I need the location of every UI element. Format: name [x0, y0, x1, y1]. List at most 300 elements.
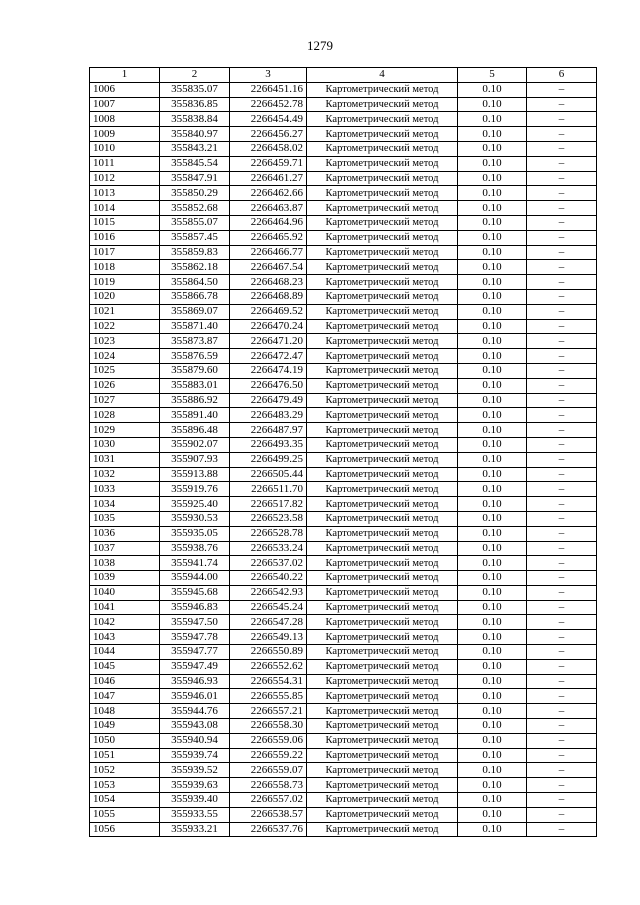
- cell-method: Картометрический метод: [307, 674, 458, 689]
- cell-y-coordinate: 2266537.76: [230, 822, 307, 837]
- table-row: [90, 778, 597, 793]
- cell-y-coordinate: 2266479.49: [230, 393, 307, 408]
- cell-note: –: [527, 97, 597, 112]
- cell-point-number: 1016: [90, 230, 160, 245]
- cell-method: Картометрический метод: [307, 556, 458, 571]
- cell-x-coordinate: 355947.77: [160, 645, 230, 660]
- cell-note: –: [527, 363, 597, 378]
- cell-note: –: [527, 541, 597, 556]
- table-row: [90, 245, 597, 260]
- cell-note: –: [527, 156, 597, 171]
- cell-point-number: 1040: [90, 585, 160, 600]
- cell-x-coordinate: 355944.00: [160, 571, 230, 586]
- cell-note: –: [527, 215, 597, 230]
- cell-point-number: 1037: [90, 541, 160, 556]
- cell-x-coordinate: 355873.87: [160, 334, 230, 349]
- cell-x-coordinate: 355845.54: [160, 156, 230, 171]
- cell-point-number: 1007: [90, 97, 160, 112]
- cell-accuracy: 0.10: [458, 186, 527, 201]
- cell-point-number: 1013: [90, 186, 160, 201]
- cell-note: –: [527, 186, 597, 201]
- cell-accuracy: 0.10: [458, 511, 527, 526]
- cell-point-number: 1031: [90, 452, 160, 467]
- cell-note: –: [527, 112, 597, 127]
- cell-point-number: 1019: [90, 275, 160, 290]
- cell-method: Картометрический метод: [307, 97, 458, 112]
- cell-x-coordinate: 355883.01: [160, 378, 230, 393]
- cell-y-coordinate: 2266511.70: [230, 482, 307, 497]
- cell-method: Картометрический метод: [307, 127, 458, 142]
- cell-x-coordinate: 355939.52: [160, 763, 230, 778]
- cell-point-number: 1011: [90, 156, 160, 171]
- cell-accuracy: 0.10: [458, 275, 527, 290]
- cell-method: Картометрический метод: [307, 452, 458, 467]
- cell-accuracy: 0.10: [458, 615, 527, 630]
- cell-accuracy: 0.10: [458, 363, 527, 378]
- cell-accuracy: 0.10: [458, 689, 527, 704]
- cell-method: Картометрический метод: [307, 585, 458, 600]
- table-row: [90, 556, 597, 571]
- page-number: 1279: [307, 38, 333, 53]
- table-header: [90, 68, 597, 83]
- cell-accuracy: 0.10: [458, 97, 527, 112]
- cell-accuracy: 0.10: [458, 822, 527, 837]
- cell-point-number: 1027: [90, 393, 160, 408]
- cell-accuracy: 0.10: [458, 748, 527, 763]
- cell-y-coordinate: 2266476.50: [230, 378, 307, 393]
- cell-method: Картометрический метод: [307, 659, 458, 674]
- cell-note: –: [527, 82, 597, 97]
- cell-x-coordinate: 355847.91: [160, 171, 230, 186]
- cell-x-coordinate: 355933.55: [160, 807, 230, 822]
- cell-accuracy: 0.10: [458, 600, 527, 615]
- cell-y-coordinate: 2266493.35: [230, 437, 307, 452]
- cell-note: –: [527, 674, 597, 689]
- cell-accuracy: 0.10: [458, 437, 527, 452]
- cell-point-number: 1032: [90, 467, 160, 482]
- coordinates-table: [89, 67, 597, 837]
- cell-accuracy: 0.10: [458, 645, 527, 660]
- cell-point-number: 1009: [90, 127, 160, 142]
- cell-accuracy: 0.10: [458, 319, 527, 334]
- cell-point-number: 1015: [90, 215, 160, 230]
- cell-x-coordinate: 355933.21: [160, 822, 230, 837]
- table-row: [90, 630, 597, 645]
- cell-y-coordinate: 2266557.21: [230, 704, 307, 719]
- cell-y-coordinate: 2266487.97: [230, 423, 307, 438]
- cell-x-coordinate: 355946.01: [160, 689, 230, 704]
- cell-note: –: [527, 497, 597, 512]
- table-row: [90, 423, 597, 438]
- cell-point-number: 1038: [90, 556, 160, 571]
- cell-method: Картометрический метод: [307, 645, 458, 660]
- cell-note: –: [527, 201, 597, 216]
- table-row: [90, 733, 597, 748]
- cell-note: –: [527, 556, 597, 571]
- cell-y-coordinate: 2266470.24: [230, 319, 307, 334]
- cell-note: –: [527, 511, 597, 526]
- cell-y-coordinate: 2266466.77: [230, 245, 307, 260]
- cell-y-coordinate: 2266545.24: [230, 600, 307, 615]
- table-row: [90, 230, 597, 245]
- table-row: [90, 704, 597, 719]
- cell-y-coordinate: 2266464.96: [230, 215, 307, 230]
- cell-point-number: 1053: [90, 778, 160, 793]
- table-row: [90, 645, 597, 660]
- cell-point-number: 1024: [90, 349, 160, 364]
- cell-x-coordinate: 355913.88: [160, 467, 230, 482]
- cell-x-coordinate: 355886.92: [160, 393, 230, 408]
- cell-x-coordinate: 355943.08: [160, 719, 230, 734]
- cell-method: Картометрический метод: [307, 541, 458, 556]
- table-row: [90, 349, 597, 364]
- cell-method: Картометрический метод: [307, 245, 458, 260]
- cell-method: Картометрический метод: [307, 112, 458, 127]
- table-row: [90, 674, 597, 689]
- cell-y-coordinate: 2266538.57: [230, 807, 307, 822]
- cell-y-coordinate: 2266463.87: [230, 201, 307, 216]
- cell-x-coordinate: 355947.50: [160, 615, 230, 630]
- cell-y-coordinate: 2266465.92: [230, 230, 307, 245]
- table-row: [90, 127, 597, 142]
- cell-accuracy: 0.10: [458, 659, 527, 674]
- table-row: [90, 807, 597, 822]
- cell-y-coordinate: 2266474.19: [230, 363, 307, 378]
- cell-x-coordinate: 355859.83: [160, 245, 230, 260]
- cell-y-coordinate: 2266554.31: [230, 674, 307, 689]
- cell-note: –: [527, 719, 597, 734]
- table-row: [90, 378, 597, 393]
- cell-y-coordinate: 2266483.29: [230, 408, 307, 423]
- cell-note: –: [527, 778, 597, 793]
- cell-point-number: 1034: [90, 497, 160, 512]
- cell-method: Картометрический метод: [307, 748, 458, 763]
- cell-point-number: 1006: [90, 82, 160, 97]
- cell-point-number: 1020: [90, 289, 160, 304]
- cell-y-coordinate: 2266462.66: [230, 186, 307, 201]
- cell-y-coordinate: 2266550.89: [230, 645, 307, 660]
- table-row: [90, 659, 597, 674]
- cell-y-coordinate: 2266559.06: [230, 733, 307, 748]
- table-row: [90, 97, 597, 112]
- table-row: [90, 393, 597, 408]
- table-row: [90, 112, 597, 127]
- cell-note: –: [527, 127, 597, 142]
- cell-x-coordinate: 355902.07: [160, 437, 230, 452]
- cell-x-coordinate: 355935.05: [160, 526, 230, 541]
- cell-point-number: 1050: [90, 733, 160, 748]
- cell-x-coordinate: 355835.07: [160, 82, 230, 97]
- cell-note: –: [527, 141, 597, 156]
- table-row: [90, 452, 597, 467]
- cell-method: Картометрический метод: [307, 186, 458, 201]
- cell-y-coordinate: 2266517.82: [230, 497, 307, 512]
- cell-method: Картометрический метод: [307, 807, 458, 822]
- cell-y-coordinate: 2266471.20: [230, 334, 307, 349]
- cell-accuracy: 0.10: [458, 630, 527, 645]
- cell-point-number: 1012: [90, 171, 160, 186]
- cell-method: Картометрический метод: [307, 511, 458, 526]
- cell-x-coordinate: 355871.40: [160, 319, 230, 334]
- cell-y-coordinate: 2266467.54: [230, 260, 307, 275]
- cell-method: Картометрический метод: [307, 630, 458, 645]
- cell-y-coordinate: 2266456.27: [230, 127, 307, 142]
- cell-point-number: 1026: [90, 378, 160, 393]
- cell-x-coordinate: 355879.60: [160, 363, 230, 378]
- cell-point-number: 1052: [90, 763, 160, 778]
- cell-accuracy: 0.10: [458, 497, 527, 512]
- cell-method: Картометрический метод: [307, 289, 458, 304]
- table-row: [90, 719, 597, 734]
- cell-method: Картометрический метод: [307, 793, 458, 808]
- cell-note: –: [527, 408, 597, 423]
- cell-accuracy: 0.10: [458, 571, 527, 586]
- cell-y-coordinate: 2266558.73: [230, 778, 307, 793]
- cell-method: Картометрический метод: [307, 171, 458, 186]
- cell-method: Картометрический метод: [307, 260, 458, 275]
- cell-accuracy: 0.10: [458, 260, 527, 275]
- cell-x-coordinate: 355862.18: [160, 260, 230, 275]
- cell-y-coordinate: 2266472.47: [230, 349, 307, 364]
- cell-accuracy: 0.10: [458, 215, 527, 230]
- cell-y-coordinate: 2266549.13: [230, 630, 307, 645]
- cell-accuracy: 0.10: [458, 156, 527, 171]
- cell-note: –: [527, 615, 597, 630]
- table-row: [90, 763, 597, 778]
- cell-accuracy: 0.10: [458, 733, 527, 748]
- cell-y-coordinate: 2266533.24: [230, 541, 307, 556]
- cell-x-coordinate: 355945.68: [160, 585, 230, 600]
- cell-x-coordinate: 355896.48: [160, 423, 230, 438]
- cell-y-coordinate: 2266537.02: [230, 556, 307, 571]
- cell-method: Картометрический метод: [307, 201, 458, 216]
- cell-note: –: [527, 763, 597, 778]
- table-row: [90, 822, 597, 837]
- cell-point-number: 1008: [90, 112, 160, 127]
- cell-note: –: [527, 319, 597, 334]
- cell-point-number: 1014: [90, 201, 160, 216]
- cell-y-coordinate: 2266542.93: [230, 585, 307, 600]
- cell-accuracy: 0.10: [458, 674, 527, 689]
- cell-note: –: [527, 600, 597, 615]
- cell-x-coordinate: 355836.85: [160, 97, 230, 112]
- cell-point-number: 1025: [90, 363, 160, 378]
- cell-x-coordinate: 355940.94: [160, 733, 230, 748]
- cell-method: Картометрический метод: [307, 600, 458, 615]
- cell-note: –: [527, 807, 597, 822]
- cell-point-number: 1022: [90, 319, 160, 334]
- cell-x-coordinate: 355946.83: [160, 600, 230, 615]
- cell-point-number: 1045: [90, 659, 160, 674]
- cell-method: Картометрический метод: [307, 423, 458, 438]
- cell-x-coordinate: 355852.68: [160, 201, 230, 216]
- cell-accuracy: 0.10: [458, 112, 527, 127]
- cell-note: –: [527, 467, 597, 482]
- cell-x-coordinate: 355864.50: [160, 275, 230, 290]
- cell-method: Картометрический метод: [307, 304, 458, 319]
- cell-note: –: [527, 526, 597, 541]
- cell-y-coordinate: 2266557.02: [230, 793, 307, 808]
- table-row: [90, 511, 597, 526]
- cell-accuracy: 0.10: [458, 526, 527, 541]
- cell-accuracy: 0.10: [458, 408, 527, 423]
- cell-note: –: [527, 482, 597, 497]
- table-row: [90, 201, 597, 216]
- table-row: [90, 363, 597, 378]
- cell-point-number: 1048: [90, 704, 160, 719]
- cell-accuracy: 0.10: [458, 778, 527, 793]
- cell-x-coordinate: 355944.76: [160, 704, 230, 719]
- header-col-1: 1: [90, 68, 160, 83]
- cell-accuracy: 0.10: [458, 719, 527, 734]
- cell-accuracy: 0.10: [458, 171, 527, 186]
- cell-point-number: 1030: [90, 437, 160, 452]
- cell-accuracy: 0.10: [458, 585, 527, 600]
- cell-y-coordinate: 2266469.52: [230, 304, 307, 319]
- cell-note: –: [527, 585, 597, 600]
- cell-x-coordinate: 355947.49: [160, 659, 230, 674]
- cell-note: –: [527, 659, 597, 674]
- cell-accuracy: 0.10: [458, 334, 527, 349]
- cell-method: Картометрический метод: [307, 141, 458, 156]
- cell-method: Картометрический метод: [307, 334, 458, 349]
- cell-note: –: [527, 349, 597, 364]
- cell-note: –: [527, 437, 597, 452]
- cell-y-coordinate: 2266523.58: [230, 511, 307, 526]
- table-row: [90, 526, 597, 541]
- table-row: [90, 585, 597, 600]
- table-row: [90, 793, 597, 808]
- cell-method: Картометрический метод: [307, 378, 458, 393]
- cell-x-coordinate: 355843.21: [160, 141, 230, 156]
- cell-point-number: 1046: [90, 674, 160, 689]
- cell-method: Картометрический метод: [307, 393, 458, 408]
- cell-note: –: [527, 452, 597, 467]
- cell-note: –: [527, 393, 597, 408]
- table-row: [90, 82, 597, 97]
- cell-y-coordinate: 2266559.07: [230, 763, 307, 778]
- cell-x-coordinate: 355838.84: [160, 112, 230, 127]
- header-col-5: 5: [458, 68, 527, 83]
- cell-method: Картометрический метод: [307, 215, 458, 230]
- cell-method: Картометрический метод: [307, 437, 458, 452]
- table-row: [90, 482, 597, 497]
- cell-note: –: [527, 304, 597, 319]
- table-row: [90, 600, 597, 615]
- cell-x-coordinate: 355939.40: [160, 793, 230, 808]
- table-row: [90, 571, 597, 586]
- table-row: [90, 541, 597, 556]
- cell-x-coordinate: 355907.93: [160, 452, 230, 467]
- table-row: [90, 289, 597, 304]
- cell-y-coordinate: 2266458.02: [230, 141, 307, 156]
- cell-x-coordinate: 355938.76: [160, 541, 230, 556]
- cell-note: –: [527, 171, 597, 186]
- cell-note: –: [527, 423, 597, 438]
- cell-method: Картометрический метод: [307, 408, 458, 423]
- cell-x-coordinate: 355939.74: [160, 748, 230, 763]
- cell-accuracy: 0.10: [458, 793, 527, 808]
- cell-x-coordinate: 355840.97: [160, 127, 230, 142]
- cell-method: Картометрический метод: [307, 82, 458, 97]
- cell-x-coordinate: 355876.59: [160, 349, 230, 364]
- cell-accuracy: 0.10: [458, 556, 527, 571]
- header-col-4: 4: [307, 68, 458, 83]
- cell-x-coordinate: 355939.63: [160, 778, 230, 793]
- cell-method: Картометрический метод: [307, 526, 458, 541]
- cell-note: –: [527, 689, 597, 704]
- cell-x-coordinate: 355891.40: [160, 408, 230, 423]
- cell-x-coordinate: 355930.53: [160, 511, 230, 526]
- cell-point-number: 1041: [90, 600, 160, 615]
- table-row: [90, 186, 597, 201]
- cell-y-coordinate: 2266552.62: [230, 659, 307, 674]
- cell-note: –: [527, 645, 597, 660]
- cell-point-number: 1049: [90, 719, 160, 734]
- header-col-3: 3: [230, 68, 307, 83]
- cell-note: –: [527, 275, 597, 290]
- cell-point-number: 1028: [90, 408, 160, 423]
- cell-method: Картометрический метод: [307, 230, 458, 245]
- table-row: [90, 437, 597, 452]
- cell-x-coordinate: 355947.78: [160, 630, 230, 645]
- cell-y-coordinate: 2266454.49: [230, 112, 307, 127]
- cell-y-coordinate: 2266461.27: [230, 171, 307, 186]
- cell-note: –: [527, 289, 597, 304]
- cell-method: Картометрический метод: [307, 349, 458, 364]
- cell-note: –: [527, 733, 597, 748]
- table-row: [90, 497, 597, 512]
- table-body: [90, 82, 597, 837]
- cell-accuracy: 0.10: [458, 541, 527, 556]
- cell-point-number: 1044: [90, 645, 160, 660]
- cell-accuracy: 0.10: [458, 245, 527, 260]
- cell-accuracy: 0.10: [458, 393, 527, 408]
- cell-method: Картометрический метод: [307, 571, 458, 586]
- cell-point-number: 1021: [90, 304, 160, 319]
- cell-point-number: 1043: [90, 630, 160, 645]
- cell-y-coordinate: 2266547.28: [230, 615, 307, 630]
- cell-point-number: 1017: [90, 245, 160, 260]
- cell-method: Картометрический метод: [307, 778, 458, 793]
- cell-y-coordinate: 2266555.85: [230, 689, 307, 704]
- cell-point-number: 1056: [90, 822, 160, 837]
- table-row: [90, 689, 597, 704]
- table-row: [90, 467, 597, 482]
- cell-note: –: [527, 822, 597, 837]
- cell-x-coordinate: 355941.74: [160, 556, 230, 571]
- header-row: [90, 68, 597, 83]
- cell-point-number: 1035: [90, 511, 160, 526]
- cell-note: –: [527, 571, 597, 586]
- cell-accuracy: 0.10: [458, 452, 527, 467]
- cell-x-coordinate: 355869.07: [160, 304, 230, 319]
- table-row: [90, 215, 597, 230]
- cell-accuracy: 0.10: [458, 82, 527, 97]
- table-row: [90, 748, 597, 763]
- cell-method: Картометрический метод: [307, 497, 458, 512]
- cell-method: Картометрический метод: [307, 822, 458, 837]
- table-row: [90, 141, 597, 156]
- cell-y-coordinate: 2266528.78: [230, 526, 307, 541]
- cell-y-coordinate: 2266559.22: [230, 748, 307, 763]
- cell-x-coordinate: 355855.07: [160, 215, 230, 230]
- cell-y-coordinate: 2266505.44: [230, 467, 307, 482]
- table-row: [90, 408, 597, 423]
- cell-point-number: 1023: [90, 334, 160, 349]
- cell-note: –: [527, 334, 597, 349]
- cell-method: Картометрический метод: [307, 467, 458, 482]
